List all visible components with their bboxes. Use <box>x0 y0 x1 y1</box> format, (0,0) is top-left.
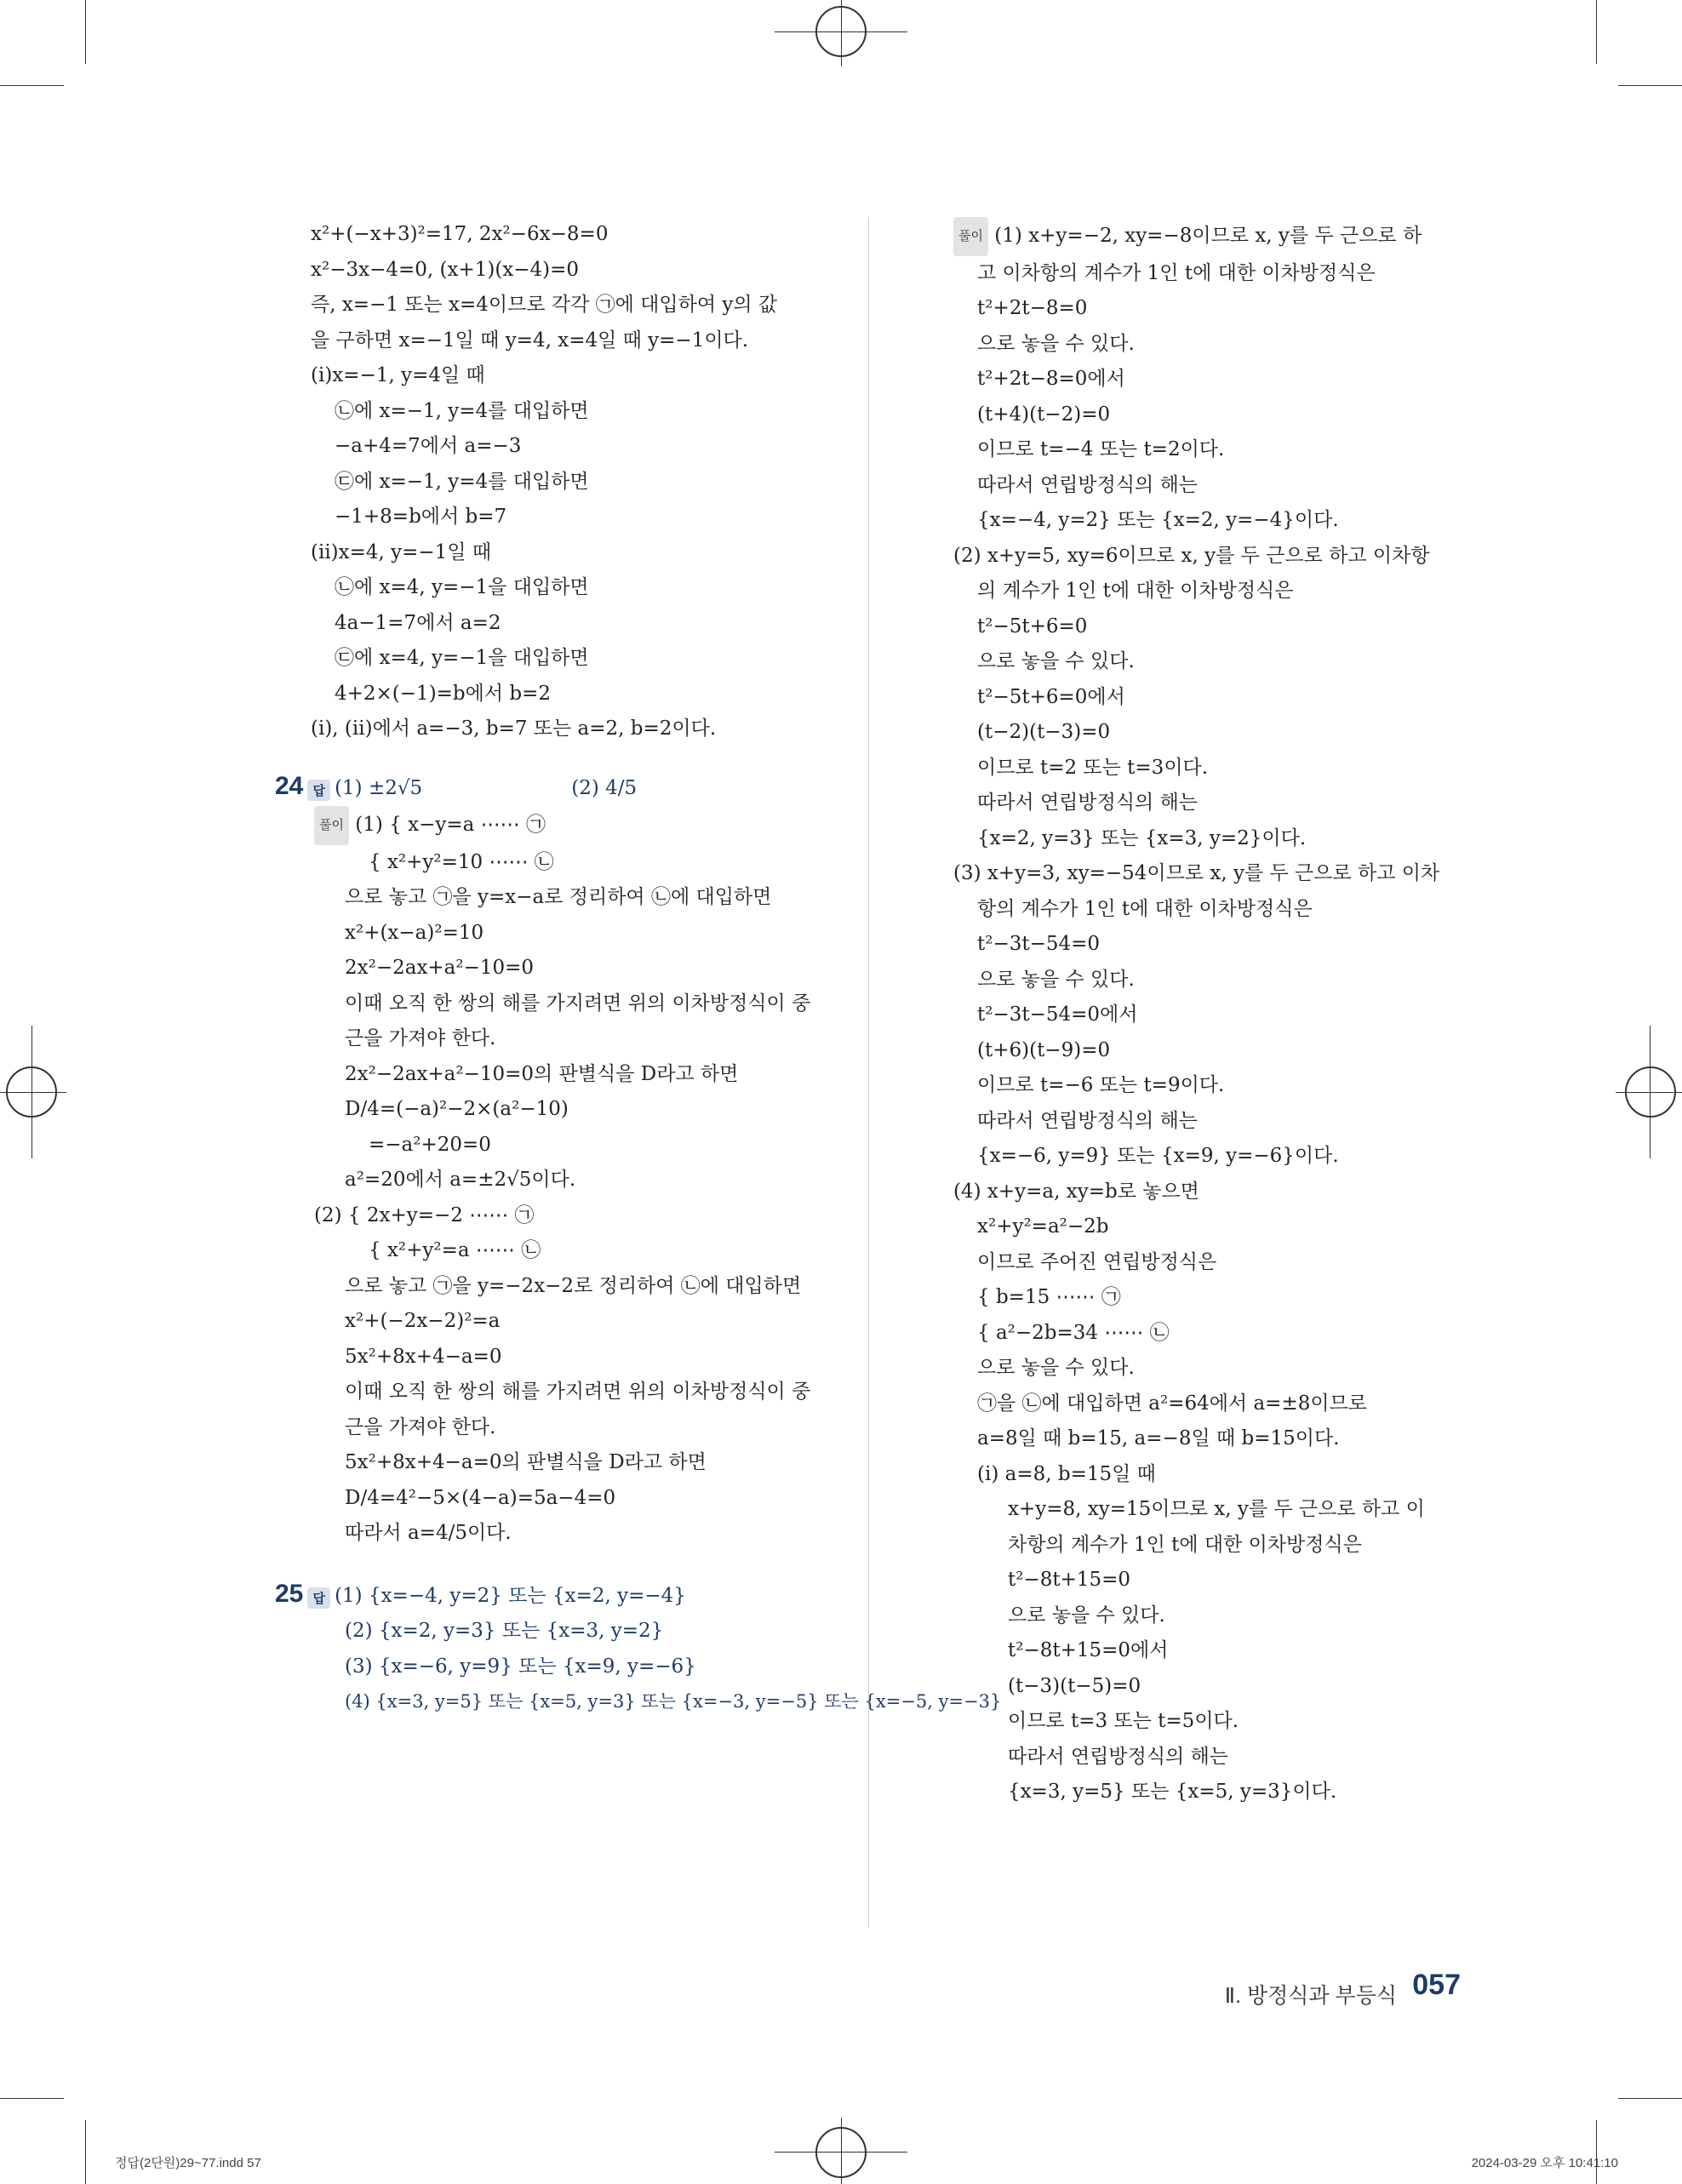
solution-line: 4+2×(−1)=b에서 b=2 <box>335 682 552 705</box>
answer-text: (1) {x=−4, y=2} 또는 {x=2, y=−4} <box>335 1584 686 1607</box>
registration-mark <box>0 1092 66 1093</box>
solution-line: 이므로 t=3 또는 t=5이다. <box>1008 1710 1239 1732</box>
registration-mark <box>1650 1026 1651 1158</box>
solution-line: t²−8t+15=0에서 <box>1008 1639 1169 1661</box>
solution-line: ㉡에 x=4, y=−1을 대입하면 <box>335 576 589 598</box>
solution-line: (t−3)(t−5)=0 <box>1008 1674 1141 1697</box>
solution-line: t²−3t−54=0에서 <box>977 1003 1138 1026</box>
solution-line: a=8일 때 b=15, a=−8일 때 b=15이다. <box>977 1427 1340 1449</box>
solution-line: =−a²+20=0 <box>369 1133 491 1156</box>
crop-mark <box>85 0 86 64</box>
solution-line: 근을 가져야 한다. <box>345 1027 496 1049</box>
solution-line: ㉢에 x=4, y=−1을 대입하면 <box>335 647 589 669</box>
solution-line: { x²+y²=10 ⋯⋯ ㉡ <box>369 850 554 873</box>
solution-line: 2x²−2ax+a²−10=0 <box>345 957 535 979</box>
solution-line: 으로 놓고 ㉠을 y=x−a로 정리하여 ㉡에 대입하면 <box>345 886 772 908</box>
solution-line: D/4=4²−5×(4−a)=5a−4=0 <box>345 1486 616 1509</box>
question-number: 25 <box>275 1579 304 1608</box>
solution-line: (3) x+y=3, xy=−54이므로 x, y를 두 근으로 하고 이차 <box>953 862 1440 884</box>
answer-text: (2) {x=2, y=3} 또는 {x=3, y=2} <box>345 1620 664 1642</box>
crop-mark <box>1618 85 1682 86</box>
answer-text: (2) 4/5 <box>571 776 638 799</box>
solution-line: 으로 놓을 수 있다. <box>977 650 1135 672</box>
solution-line: { a²−2b=34 ⋯⋯ ㉡ <box>977 1321 1170 1344</box>
solution-line: 따라서 a=4/5이다. <box>345 1522 512 1544</box>
solution-line: (2) { 2x+y=−2 ⋯⋯ ㉠ <box>314 1203 535 1226</box>
solution-line: D/4=(−a)²−2×(a²−10) <box>345 1098 569 1120</box>
registration-mark <box>1616 1092 1682 1093</box>
solution-line: a²=20에서 a=±2√5이다. <box>345 1169 576 1191</box>
solution-line: x²+y²=a²−2b <box>977 1215 1109 1238</box>
crop-mark <box>0 2098 64 2099</box>
solution-line: 따라서 연립방정식의 해는 <box>977 792 1199 814</box>
solution-line: 으로 놓을 수 있다. <box>1008 1604 1165 1627</box>
solution-line: (ⅰ)x=−1, y=4일 때 <box>311 364 485 386</box>
solution-line: 근을 가져야 한다. <box>345 1415 496 1438</box>
crop-mark <box>1618 2098 1682 2099</box>
answer-badge: 답 <box>307 1587 330 1609</box>
solution-line: t²−8t+15=0 <box>1008 1569 1131 1591</box>
solution-line: {x=2, y=3} 또는 {x=3, y=2}이다. <box>977 826 1307 849</box>
solution-line: { x²+y²=a ⋯⋯ ㉡ <box>369 1239 541 1261</box>
solution-line: 이므로 t=2 또는 t=3이다. <box>977 756 1209 779</box>
solution-line: {x=3, y=5} 또는 {x=5, y=3}이다. <box>1008 1781 1337 1803</box>
solution-line: {x=−4, y=2} 또는 {x=2, y=−4}이다. <box>977 509 1339 531</box>
solution-line: 이때 오직 한 쌍의 해를 가지려면 위의 이차방정식이 중 <box>345 992 811 1015</box>
solution-line: x²−3x−4=0, (x+1)(x−4)=0 <box>311 258 580 281</box>
solution-line: 으로 놓을 수 있다. <box>977 1357 1135 1379</box>
solution-badge: 풀이 <box>314 806 349 845</box>
solution-line: 으로 놓을 수 있다. <box>977 968 1135 991</box>
solution-line: x²+(−x+3)²=17, 2x²−6x−8=0 <box>311 223 609 245</box>
page-number: 057 <box>1412 1969 1461 2001</box>
file-slug: 정답(2단원)29~77.indd 57 <box>115 2156 261 2170</box>
solution-line: t²−5t+6=0 <box>977 615 1088 637</box>
solution-badge: 풀이 <box>953 217 988 256</box>
solution-line: (ⅰ) a=8, b=15일 때 <box>977 1462 1156 1485</box>
solution-line: ㉢에 x=−1, y=4를 대입하면 <box>335 470 589 493</box>
solution-line: (t+6)(t−9)=0 <box>977 1038 1111 1061</box>
crop-mark <box>1596 0 1597 64</box>
answer-badge: 답 <box>307 780 330 801</box>
timestamp-slug: 2024-03-29 오후 10:41:10 <box>1471 2156 1618 2170</box>
solution-line: 5x²+8x+4−a=0 <box>345 1345 502 1368</box>
solution-line: t²+2t−8=0 <box>977 297 1088 319</box>
solution-line: x²+(x−a)²=10 <box>345 921 484 944</box>
right-column <box>953 217 1481 1810</box>
answer-text: (1) ±2√5 <box>335 776 423 799</box>
solution-line: 고 이차항의 계수가 1인 t에 대한 이차방정식은 <box>977 261 1376 284</box>
solution-line: 따라서 연립방정식의 해는 <box>977 1109 1199 1132</box>
answer-text: (3) {x=−6, y=9} 또는 {x=9, y=−6} <box>345 1655 696 1678</box>
solution-line: 즉, x=−1 또는 x=4이므로 각각 ㉠에 대입하여 y의 값 <box>311 294 778 316</box>
solution-line: 의 계수가 1인 t에 대한 이차방정식은 <box>977 580 1294 602</box>
crop-mark <box>0 85 64 86</box>
question-number: 24 <box>275 771 304 800</box>
solution-line: { b=15 ⋯⋯ ㉠ <box>977 1286 1121 1308</box>
solution-line: x²+(−2x−2)²=a <box>345 1310 501 1332</box>
solution-line: 차항의 계수가 1인 t에 대한 이차방정식은 <box>1008 1533 1362 1556</box>
question-24-answer <box>275 771 837 807</box>
registration-mark <box>31 1026 32 1158</box>
solution-line: 이므로 주어진 연립방정식은 <box>977 1250 1217 1273</box>
registration-mark <box>841 2118 842 2184</box>
solution-line: 4a−1=7에서 a=2 <box>335 611 501 634</box>
solution-line: 으로 놓고 ㉠을 y=−2x−2로 정리하여 ㉡에 대입하면 <box>345 1274 802 1297</box>
solution-line: (t−2)(t−3)=0 <box>977 721 1111 743</box>
solution-line: 이므로 t=−6 또는 t=9이다. <box>977 1074 1225 1096</box>
solution-line: (2) x+y=5, xy=6이므로 x, y를 두 근으로 하고 이차항 <box>953 544 1430 567</box>
solution-line: 으로 놓을 수 있다. <box>977 332 1135 355</box>
solution-line: −1+8=b에서 b=7 <box>335 506 507 528</box>
solution-line: (1) x+y=−2, xy=−8이므로 x, y를 두 근으로 하 <box>994 224 1422 247</box>
solution-line: 따라서 연립방정식의 해는 <box>1008 1745 1229 1768</box>
solution-line: 2x²−2ax+a²−10=0의 판별식을 D라고 하면 <box>345 1062 739 1085</box>
solution-line: t²−3t−54=0 <box>977 933 1101 955</box>
solution-line: t²+2t−8=0에서 <box>977 368 1125 390</box>
solution-line: 따라서 연립방정식의 해는 <box>977 473 1199 496</box>
answer-text: (4) {x=3, y=5} 또는 {x=5, y=3} 또는 {x=−3, y=−5} 또는 {x=−5, y=−3} <box>345 1691 1002 1712</box>
solution-line: (1) { x−y=a ⋯⋯ ㉠ <box>355 813 546 836</box>
solution-line: (ⅱ)x=4, y=−1일 때 <box>311 540 492 563</box>
solution-line: −a+4=7에서 a=−3 <box>335 435 522 457</box>
solution-line: (4) x+y=a, xy=b로 놓으면 <box>953 1180 1199 1203</box>
solution-line: (ⅰ), (ⅱ)에서 a=−3, b=7 또는 a=2, b=2이다. <box>311 718 717 740</box>
solution-line: ㉡에 x=−1, y=4를 대입하면 <box>335 399 589 422</box>
solution-line: 항의 계수가 1인 t에 대한 이차방정식은 <box>977 897 1313 920</box>
section-title: Ⅱ. 방정식과 부등식 <box>1224 1984 1397 2008</box>
solution-line: 을 구하면 x=−1일 때 y=4, x=4일 때 y=−1이다. <box>311 329 749 352</box>
left-column <box>275 217 1002 1720</box>
solution-line: x+y=8, xy=15이므로 x, y를 두 근으로 하고 이 <box>1008 1498 1425 1520</box>
solution-line: 이때 오직 한 쌍의 해를 가지려면 위의 이차방정식이 중 <box>345 1381 811 1403</box>
solution-line: 5x²+8x+4−a=0의 판별식을 D라고 하면 <box>345 1451 707 1473</box>
solution-line: 이므로 t=−4 또는 t=2이다. <box>977 438 1225 460</box>
solution-line: {x=−6, y=9} 또는 {x=9, y=−6}이다. <box>977 1145 1339 1167</box>
solution-line: t²−5t+6=0에서 <box>977 685 1125 708</box>
crop-mark <box>1596 2120 1597 2184</box>
solution-line: ㉠을 ㉡에 대입하면 a²=64에서 a=±8이므로 <box>977 1392 1368 1415</box>
solution-line: (t+4)(t−2)=0 <box>977 403 1111 426</box>
registration-mark <box>841 0 842 66</box>
question-24-solution <box>314 806 876 1552</box>
crop-mark <box>85 2120 86 2184</box>
question-25-answer <box>275 1579 1002 1720</box>
